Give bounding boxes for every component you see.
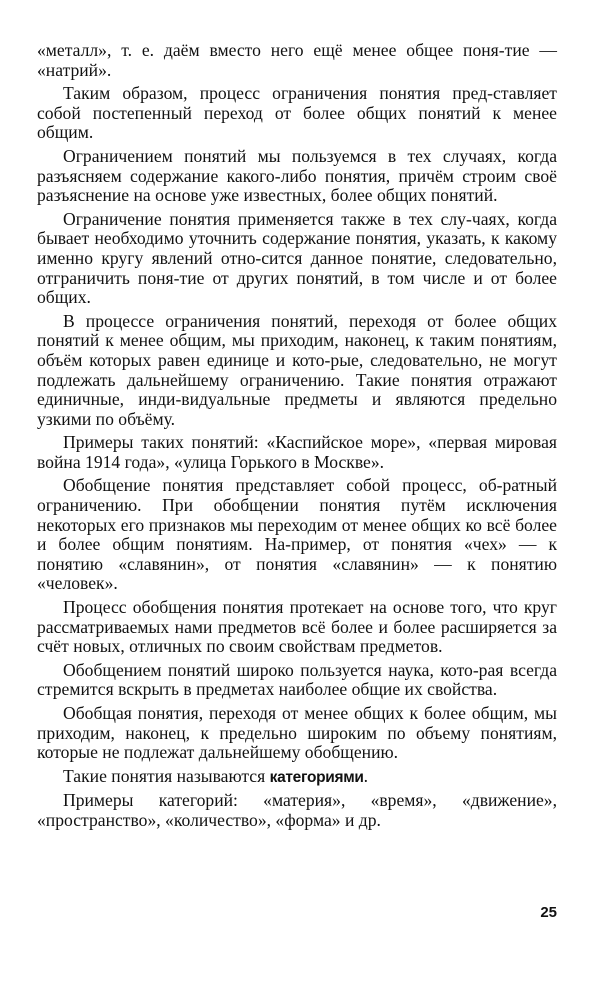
paragraph-8: Процесс обобщения понятия протекает на основе того, что круг рассматриваемых нами предметов всё более и более расширяется за счёт новых, отличных по своим свойствам предметов.: [37, 597, 557, 657]
page-text: [37, 41, 557, 835]
paragraph-1: «металл», т. е. даём вместо него ещё менее общее поня-тие — «натрий».: [37, 40, 557, 80]
paragraph-10: Обобщая понятия, переходя от менее общих к более общим, мы приходим, наконец, к предельно широким по объему понятиям, которые не подлежат дальнейшему обобщению.: [37, 703, 557, 763]
categories-lead-text: Такие понятия называются: [63, 765, 270, 786]
paragraph-3: Ограничением понятий мы пользуемся в тех случаях, когда разъясняем содержание какого-либо понятия, причём строим своё разъяснение на основе уже известных, более общих понятий.: [37, 145, 557, 206]
paragraph-9: Обобщением понятий широко пользуется наука, кото-рая всегда стремится вскрыть в предметах наиболее общие их свойства.: [37, 659, 557, 700]
paragraph-6: Примеры таких понятий: «Каспийское море», «первая мировая война 1914 года», «улица Горького в Москве».: [37, 432, 557, 472]
paragraph-4: Ограничение понятия применяется также в тех слу-чаях, когда бывает необходимо уточнить содержание понятия, указать, к какому именно кругу явлений отно-сится данное понятие, следовательно, отграничить поня-тие от других понятий, в том числе и от более общих.: [37, 208, 557, 308]
paragraph-categories: [37, 767, 557, 788]
paragraph-7: Обобщение понятия представляет собой процесс, об-ратный ограничению. При обобщении понятия путём исключения некоторых его признаков мы переходим от менее общих ко всё более и более общим понятиям. На-пример, от понятия «чех» — к понятию «славянин», от понятия «славянин» — к понятию «человек».: [37, 475, 557, 594]
categories-trailing-text: .: [363, 765, 369, 786]
page-number: 25: [540, 904, 557, 921]
paragraph-2: Таким образом, процесс ограничения понятия пред-ставляет собой постепенный переход от более общих понятий к менее общим.: [37, 83, 557, 143]
paragraph-5: В процессе ограничения понятий, переходя от более общих понятий к менее общим, мы приходим, наконец, к таким понятиям, объём которых равен единице и кото-рые, следовательно, не могут подлежать дальнейшему ограничению. Такие понятия отражают единичные, инди-видуальные предметы и являются предельно узкими по объёму.: [37, 310, 557, 429]
paragraph-examples: Примеры категорий: «материя», «время», «движение», «пространство», «количество», «форма» и др.: [37, 790, 557, 830]
categories-term: категориями: [269, 768, 364, 786]
